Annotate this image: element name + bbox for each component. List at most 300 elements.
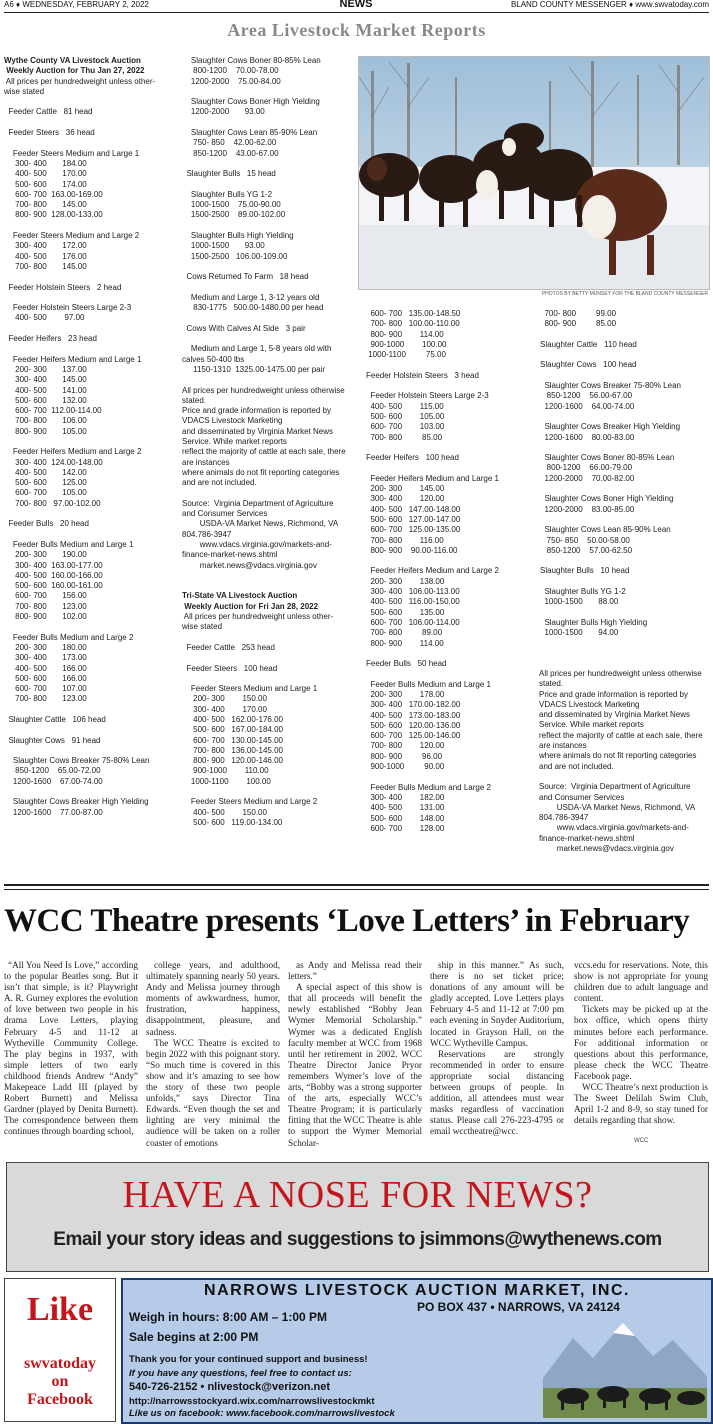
- report-line: 1200-2000 75.00-84.00: [182, 76, 281, 86]
- header-rule: [4, 12, 709, 13]
- report-line: All prices per hundredweight unless otherwise: [182, 385, 345, 395]
- report-line: Feeder Heifers Medium and Large 1: [4, 354, 142, 364]
- report-line: [182, 283, 346, 293]
- report-line: 1200-2000 93.00: [182, 107, 265, 117]
- report-line: Tri-State VA Livestock Auction: [182, 591, 298, 601]
- report-line: 800- 900 114.00: [366, 329, 444, 339]
- report-line: 500- 600 174.00: [4, 179, 87, 189]
- report-line: [182, 653, 346, 663]
- report-line: 400- 500 166.00: [4, 663, 87, 673]
- report-line: Feeder Heifers 100 head: [366, 453, 459, 463]
- report-line: 600- 700 125.00-146.00: [366, 731, 461, 741]
- article-paragraph: The WCC Theatre is excited to begin 2022 with this poignant story. “So much time is covered in this show and it’s amazing to see how the story of these two people unfolds,” says Director Tina Edwards. “Even though the set and lighting are very minimal the audience will be taken on a roller coaster of emotions: [146, 1037, 280, 1148]
- report-line: 400- 500 170.00: [4, 169, 87, 179]
- report-line: [182, 674, 346, 684]
- report-line: [4, 344, 155, 354]
- article-signature: WCC: [634, 1138, 649, 1144]
- report-line: 850-1200 57.00-62.50: [540, 545, 633, 555]
- article-paragraph: Reservations are strongly recommended in order to ensure appropriate social distancing between groups of people. In addition, all attendees must wear masks regardless of vaccination status. Please call 276-223-4795 or email wcctheatre@wcc.: [430, 1048, 564, 1137]
- report-line: 400- 500 160.00-166.00: [4, 570, 103, 580]
- like-line-1: swvatoday: [23, 1355, 96, 1372]
- report-line: Feeder Heifers Medium and Large 2: [366, 566, 499, 576]
- report-line: 1000-1100 75.00: [366, 350, 446, 360]
- report-line: 500- 600 127.00-147.00: [366, 514, 461, 524]
- report-line: 800- 900 120.00-146.00: [182, 756, 283, 766]
- report-line: [540, 608, 681, 618]
- report-line: 200- 300 190.00: [4, 550, 87, 560]
- report-line: 1000-1500 75.00-90.00: [182, 200, 281, 210]
- report-line: Feeder Cattle 81 head: [4, 107, 93, 117]
- report-line: Service. While market reports: [182, 436, 287, 446]
- report-line: Wythe County VA Livestock Auction: [4, 56, 141, 65]
- report-line: Service. While market reports: [539, 720, 644, 730]
- report-line: 300- 400 182.00: [366, 792, 445, 802]
- narrows-facebook[interactable]: Like us on facebook: www.facebook.com/narrowslivestock: [129, 1408, 395, 1419]
- report-line: [540, 443, 681, 453]
- report-column-1: [4, 56, 155, 818]
- report-line: [540, 484, 681, 494]
- report-line: 200- 300 138.00: [366, 576, 445, 586]
- report-line: USDA-VA Market News, Richmond, VA: [182, 519, 339, 529]
- report-line: 300- 400 172.00: [4, 241, 87, 251]
- article-paragraph: WCC Theatre’s next production is The Sweet Delilah Swim Club, April 1-2 and 8-9, so stay tuned for details regarding that show.: [574, 1082, 708, 1126]
- report-column-3: [366, 309, 499, 834]
- report-line: [4, 221, 155, 231]
- report-line: 800- 900 128.00-133.00: [4, 210, 103, 220]
- report-line: Feeder Holstein Steers Large 2-3: [366, 391, 489, 401]
- report-line: Slaughter Cows Boner 80-85% Lean: [182, 56, 321, 65]
- report-line: Slaughter Bulls 10 head: [540, 566, 630, 576]
- facebook-like-ad[interactable]: [4, 1278, 116, 1422]
- report-line: Feeder Heifers Medium and Large 1: [366, 473, 499, 483]
- report-line: 1000-1500 88.00: [540, 597, 619, 607]
- report-line: 400- 500 97.00: [4, 313, 85, 323]
- report-line: 200- 300 178.00: [366, 689, 445, 699]
- report-line: 800- 900 114.00: [366, 638, 444, 648]
- report-line: 400- 500 173.00-183.00: [366, 710, 461, 720]
- report-line: 800-1200 70.00-78.00: [182, 66, 279, 76]
- report-line: [366, 443, 499, 453]
- report-line: 830-1775 500.00-1480.00 per head: [182, 303, 324, 313]
- report-line: 300- 400 106.00-113.00: [366, 587, 460, 597]
- report-line: [4, 746, 155, 756]
- report-line: Feeder Bulls 50 head: [366, 659, 447, 669]
- report-line: [4, 530, 155, 540]
- report-line: 1000-1100 100.00: [182, 776, 271, 786]
- header-dateline: A6 ♦ WEDNESDAY, FEBRUARY 2, 2022: [4, 0, 149, 9]
- report-line: Slaughter Cattle 110 head: [540, 339, 637, 349]
- report-line: [4, 324, 155, 334]
- report-line: 700- 800 120.00: [366, 741, 445, 751]
- report-line: Cows With Calves At Side 3 pair: [182, 323, 306, 333]
- report-line: where animals do not fit reporting categories: [182, 467, 340, 477]
- photo-credit: PHOTOS BY BETTY MUNSEY FOR THE BLAND COUNTY MESSENGER: [541, 291, 708, 297]
- report-line: Feeder Holstein Steers 2 head: [4, 282, 122, 292]
- narrows-livestock-ad: [121, 1278, 713, 1424]
- narrows-weigh-hours: Weigh in hours: 8:00 AM – 1:00 PM: [129, 1310, 328, 1324]
- report-line: VDACS Livestock Marketing: [539, 699, 640, 709]
- report-line: 700- 800 106.00: [4, 416, 87, 426]
- report-line: 500- 600 166.00: [4, 673, 87, 683]
- report-line: 600- 700 135.00-148.50: [366, 309, 461, 318]
- news-tip-ad: [6, 1162, 709, 1272]
- report-line: [4, 509, 155, 519]
- report-line: 800- 900 85.00: [540, 319, 617, 329]
- report-line: [4, 725, 155, 735]
- report-line: [366, 669, 499, 679]
- report-line: 600- 700 106.00-114.00: [366, 617, 460, 627]
- report-line: Feeder Steers 36 head: [4, 128, 95, 138]
- report-line: market.news@vdacs.virginia.gov: [539, 844, 674, 854]
- report-line: [182, 262, 346, 272]
- report-line: [182, 581, 346, 591]
- report-line: [182, 375, 346, 385]
- report-line: finance-market-news.shtml: [182, 550, 278, 560]
- report-line: 1200-1600 77.00-87.00: [4, 807, 103, 817]
- report-line: 900-1000 100.00: [366, 339, 447, 349]
- report-line: stated.: [182, 395, 207, 405]
- report-line: [540, 577, 681, 587]
- report-line: 500- 600 148.00: [366, 813, 445, 823]
- report-line: [540, 330, 681, 340]
- report-line: 1500-2500 106.00-109.00: [182, 251, 288, 261]
- report-line: Slaughter Cows Lean 85-90% Lean: [182, 128, 318, 138]
- report-line: [4, 272, 155, 282]
- cattle-photo: [358, 56, 710, 290]
- report-line: 850-1200 56.00-67.00: [540, 391, 633, 401]
- narrows-address: PO BOX 437 • NARROWS, VA 24124: [417, 1300, 620, 1314]
- report-line: 300- 400 124.00-148.00: [4, 457, 103, 467]
- section-divider: [4, 884, 709, 886]
- report-line: 300- 400 120.00: [366, 494, 445, 504]
- report-line: 400- 500 147.00-148.00: [366, 504, 461, 514]
- report-line: and Consumer Services: [182, 509, 268, 519]
- report-line: 1200-1600 80.00-83.00: [540, 432, 635, 442]
- report-line: Feeder Steers 100 head: [182, 663, 278, 673]
- report-line: 1150-1310 1325.00-1475.00 per pair: [182, 364, 326, 374]
- report-line: 900-1000 90.00: [366, 762, 445, 772]
- report-line: Medium and Large 1, 5-8 years old with: [182, 344, 332, 354]
- report-line: 700- 800 99.00: [540, 309, 617, 318]
- report-line: Slaughter Bulls High Yielding: [540, 617, 648, 627]
- article-paragraph: “All You Need Is Love,” according to the popular Beatles song. But it isn’t that simple, is it? Playwright A. R. Gurney explores the evolution of love between two people in his drama Love Letters, playing February 4-5 and 11-12 at Wytheville Community College. The play begins in 1937, with simple letters of two early childhood friends Andrew “Andy” Makepeace Ladd III (played by Robert Burnett) and Melissa Gardner (played by Denita Burnett). The correspondence between them continues through boarding school,: [4, 960, 138, 1137]
- report-line: [4, 787, 155, 797]
- report-line: 750- 850 50.00-58.00: [540, 535, 630, 545]
- report-line: [4, 437, 155, 447]
- report-line: 700- 800 85.00: [366, 432, 443, 442]
- report-line: stated.: [539, 679, 564, 689]
- report-line: 804.786-3947: [182, 529, 232, 539]
- report-line: [540, 515, 681, 525]
- article-paragraph: Tickets may be picked up at the box office, which opens thirty minutes before each performance. For additional information or questions about this performance, please check the WCC Theatre Facebook page.: [574, 1004, 708, 1081]
- article-column-1: [4, 960, 138, 1138]
- narrows-questions: If you have any questions, feel free to contact us:: [129, 1368, 352, 1379]
- report-line: 600- 700 103.00: [366, 422, 445, 432]
- report-line: wise stated: [182, 622, 223, 632]
- report-line: and disseminated by Virginia Market News: [182, 426, 334, 436]
- news-tip-headline: HAVE A NOSE FOR NEWS?: [122, 1174, 593, 1216]
- report-line: are instances: [539, 741, 587, 751]
- report-line: 700- 800 89.00: [366, 628, 443, 638]
- article-paragraph: ship in this manner.” As such, there is no set ticket price; donations of any amount will be gladly accepted. Love Letters plays February 4-5 and 11-12 at 7:00 pm each evening in Snyder Auditorium, located in Grayson Hall, on the WCC Wytheville Campus.: [430, 960, 564, 1048]
- article-paragraph: as Andy and Melissa read their letters.”: [288, 960, 422, 982]
- report-line: 200- 300 150.00: [182, 694, 267, 704]
- report-line: and are not included.: [182, 478, 257, 488]
- report-line: [182, 313, 346, 323]
- report-line: Slaughter Bulls YG 1-2: [540, 587, 626, 597]
- page-header: [0, 0, 713, 12]
- report-line: [366, 772, 499, 782]
- report-line: 1000-1500 93.00: [182, 241, 265, 251]
- report-line: reflect the majority of cattle at each sale, there: [182, 447, 346, 457]
- report-line: 400- 500 115.00: [366, 401, 444, 411]
- report-line: and Consumer Services: [539, 792, 625, 802]
- article-headline: WCC Theatre presents ‘Love Letters’ in February: [4, 903, 690, 939]
- report-line: 1200-1600 64.00-74.00: [540, 401, 635, 411]
- report-line: 600- 700 163.00-169.00: [4, 189, 103, 199]
- report-line: Weekly Auction for Thu Jan 27, 2022: [4, 66, 145, 76]
- report-line: wise stated: [4, 86, 45, 96]
- article-column-3: [288, 960, 422, 1149]
- report-line: www.vdacs.virginia.gov/markets-and-: [539, 823, 689, 833]
- report-line: 200- 300 180.00: [4, 642, 87, 652]
- report-line: 800- 900 90.00-116.00: [366, 545, 458, 555]
- report-line: 800-1200 66.00-79.00: [540, 463, 633, 473]
- report-line: Feeder Heifers 23 head: [4, 334, 97, 344]
- section-divider-thin: [4, 889, 709, 890]
- report-line: Slaughter Cows Breaker High Yielding: [540, 422, 681, 432]
- article-paragraph: A special aspect of this show is that all proceeds will benefit the newly established “Bobby Jean Wymer Memorial Scholarship.” Wymer was a dedicated English faculty member at WCC from 1968 until her retirement in 2002. WCC Theatre Director Janice Pryor remembers Wymer’s love of the arts, “Bobby was a strong supporter of the arts, especially WCC’s Theatre Program; it is particularly fitting that the WCC Theatre is able to support the Wymer Memorial Scholar-: [288, 982, 422, 1148]
- report-line: Feeder Heifers Medium and Large 2: [4, 447, 142, 457]
- report-line: Slaughter Cattle 106 head: [4, 715, 106, 724]
- report-line: [366, 381, 499, 391]
- report-line: Slaughter Cows Breaker High Yielding: [4, 797, 149, 807]
- report-line: [366, 463, 499, 473]
- article-paragraph: vccs.edu for reservations. Note, this show is not appropriate for young children due to adult language and content.: [574, 960, 708, 1004]
- report-line: 400- 500 162.00-176.00: [182, 715, 283, 724]
- news-tip-email[interactable]: Email your story ideas and suggestions to jsimmons@wythenews.com: [53, 1229, 662, 1250]
- report-column-4: [540, 309, 681, 639]
- report-line: 600- 700 112.00-114.00: [4, 406, 102, 416]
- report-line: [182, 180, 346, 190]
- report-line: 750- 850 42.00-62.00: [182, 138, 277, 148]
- report-line: 300- 400 163.00-177.00: [4, 560, 103, 570]
- report-line: reflect the majority of cattle at each sale, there: [539, 730, 703, 740]
- report-line: Feeder Steers Medium and Large 1: [4, 148, 140, 158]
- report-line: [182, 87, 346, 97]
- report-line: 800- 900 105.00: [4, 426, 87, 436]
- report-line: Slaughter Cows Breaker 75-80% Lean: [4, 756, 150, 766]
- report-line: 500- 600 167.00-184.00: [182, 725, 283, 735]
- report-line: [182, 159, 346, 169]
- report-line: Slaughter Bulls 15 head: [182, 169, 276, 179]
- report-line: Slaughter Cows 91 head: [4, 735, 101, 745]
- report-line: [4, 622, 155, 632]
- report-line: Slaughter Cows 100 head: [540, 360, 637, 370]
- report-line: 850-1200 65.00-72.00: [4, 766, 101, 776]
- report-line: 600- 700 105.00: [4, 488, 87, 498]
- like-line-3: Facebook: [27, 1391, 93, 1408]
- report-line: Slaughter Bulls High Yielding: [182, 231, 294, 241]
- report-line: market.news@vdacs.virginia.gov: [182, 560, 317, 570]
- report-line: Feeder Cattle 253 head: [182, 642, 275, 652]
- report-line: 800- 900 96.00: [366, 751, 443, 761]
- narrows-url[interactable]: http://narrowsstockyard.wix.com/narrowslivestockmkt: [129, 1396, 375, 1407]
- narrows-sale-time: Sale begins at 2:00 PM: [129, 1330, 259, 1344]
- report-line: 700- 800 100.00-110.00: [366, 319, 460, 329]
- report-line: Feeder Steers Medium and Large 2: [4, 231, 140, 241]
- report-line: 600- 700 130.00-145.00: [182, 735, 283, 745]
- report-line: 400- 500 116.00-150.00: [366, 597, 460, 607]
- report-line: 400- 500 141.00: [4, 385, 87, 395]
- report-line: Weekly Auction for Fri Jan 28, 2022: [182, 601, 319, 611]
- report-line: 500- 600 160.00-161.00: [4, 581, 103, 591]
- report-line: www.vdacs.virginia.gov/markets-and-: [182, 539, 332, 549]
- report-line: [540, 350, 681, 360]
- report-line: 1500-2500 89.00-102.00: [182, 210, 286, 220]
- report-line: 300- 400 184.00: [4, 158, 87, 168]
- report-line: 500- 600 120.00-136.00: [366, 720, 461, 730]
- report-line: Slaughter Cows Lean 85-90% Lean: [540, 525, 671, 535]
- report-line: [4, 138, 155, 148]
- report-line: 400- 500 131.00: [366, 803, 445, 813]
- like-line-2: on: [51, 1373, 69, 1390]
- article-column-5: [574, 960, 708, 1126]
- article-column-2: [146, 960, 280, 1149]
- narrows-contact[interactable]: 540-726-2152 • nlivestock@verizon.net: [129, 1381, 331, 1393]
- report-line: USDA-VA Market News, Richmond, VA: [539, 802, 696, 812]
- article-paragraph: college years, and adulthood, ultimately spanning nearly 50 years. Andy and Melissa journey through moments of awkwardness, humor, frustration, happiness, disappointment, pleasure, and sadness.: [146, 960, 280, 1037]
- report-line: Feeder Bulls Medium and Large 1: [366, 679, 491, 689]
- report-line: 200- 300 145.00: [366, 484, 445, 494]
- report-line: Feeder Bulls Medium and Large 2: [4, 632, 134, 642]
- report-line: 200- 300 137.00: [4, 364, 87, 374]
- report-line: Feeder Holstein Steers Large 2-3: [4, 303, 132, 313]
- report-line: 500- 600 132.00: [4, 395, 87, 405]
- report-line: 700- 800 136.00-145.00: [182, 745, 283, 755]
- report-line: Medium and Large 1, 3-12 years old: [182, 292, 320, 302]
- report-line: [182, 221, 346, 231]
- report-line: [182, 633, 346, 643]
- report-line: 700- 800 145.00: [4, 200, 87, 210]
- report-line: All prices per hundredweight unless otherwise: [539, 669, 702, 678]
- report-line: 300- 400 173.00: [4, 653, 87, 663]
- report-line: Feeder Steers Medium and Large 1: [182, 684, 318, 694]
- report-line: [540, 556, 681, 566]
- report-line: 1200-2000 83.00-85.00: [540, 504, 635, 514]
- report-line: [4, 97, 155, 107]
- report-line: 804.786-3947: [539, 813, 589, 823]
- report-line: 400- 500 150.00: [182, 807, 267, 817]
- report-line: finance-market-news.shtml: [539, 833, 635, 843]
- report-line: 600- 700 128.00: [366, 823, 445, 833]
- report-line: 1200-1600 67.00-74.00: [4, 776, 103, 786]
- report-line: 700- 800 116.00: [366, 535, 444, 545]
- report-column-2: [182, 56, 346, 828]
- report-line: 700- 800 123.00: [4, 694, 87, 704]
- report-line: All prices per hundredweight unless other-: [4, 76, 156, 86]
- report-line: 500- 600 135.00: [366, 607, 445, 617]
- report-line: Feeder Bulls Medium and Large 2: [366, 782, 491, 792]
- report-line: VDACS Livestock Marketing: [182, 416, 283, 426]
- report-line: Feeder Holstein Steers 3 head: [366, 370, 479, 380]
- report-line: Slaughter Cows Boner High Yielding: [540, 494, 674, 504]
- report-line: [4, 293, 155, 303]
- report-line: 700- 800 123.00: [4, 601, 87, 611]
- report-line: 300- 400 145.00: [4, 375, 87, 385]
- report-line: Source: Virginia Department of Agriculture: [182, 498, 334, 508]
- report-line: Price and grade information is reported by: [539, 689, 688, 699]
- report-line: [540, 412, 681, 422]
- report-line: 500- 600 105.00: [366, 411, 445, 421]
- report-line: [182, 571, 346, 581]
- report-line: Feeder Steers Medium and Large 2: [182, 797, 318, 807]
- report-line: 1200-2000 70.00-82.00: [540, 473, 635, 483]
- report-line: 400- 500 176.00: [4, 251, 87, 261]
- report-line: 300- 400 170.00-182.00: [366, 700, 461, 710]
- report-line: and are not included.: [539, 761, 614, 771]
- narrows-title: NARROWS LIVESTOCK AUCTION MARKET, INC.: [204, 1282, 630, 1299]
- report-line: [4, 705, 155, 715]
- report-line: Price and grade information is reported by: [182, 406, 331, 416]
- report-line: calves 50-400 lbs: [182, 354, 245, 364]
- report-line: [540, 371, 681, 381]
- report-line: 850-1200 43.00-67.00: [182, 148, 279, 158]
- cattle-illustration: [543, 1318, 707, 1418]
- report-line: All prices per hundredweight unless other-: [182, 612, 334, 622]
- report-line: Slaughter Cows Boner 80-85% Lean: [540, 453, 675, 463]
- report-line: 500- 600 119.00-134.00: [182, 817, 283, 827]
- report-line: 500- 600 125.00: [4, 478, 87, 488]
- report-line: 600- 700 107.00: [4, 684, 87, 694]
- report-line: [182, 488, 346, 498]
- report-column-4-footer: [539, 669, 703, 854]
- report-line: 700- 800 97.00-102.00: [4, 498, 101, 508]
- report-line: 300- 400 170.00: [182, 704, 267, 714]
- report-line: 700- 800 145.00: [4, 261, 87, 271]
- report-line: [182, 787, 346, 797]
- report-line: and disseminated by Virginia Market News: [539, 710, 691, 720]
- report-line: 400- 500 142.00: [4, 467, 87, 477]
- article-column-4: [430, 960, 564, 1138]
- report-line: Slaughter Cows Breaker 75-80% Lean: [540, 381, 681, 391]
- section-title: Area Livestock Market Reports: [227, 20, 486, 40]
- report-line: [539, 772, 703, 782]
- report-line: 600- 700 156.00: [4, 591, 87, 601]
- report-line: [182, 334, 346, 344]
- header-paper: BLAND COUNTY MESSENGER ♦ www.swvatoday.com: [510, 0, 709, 9]
- report-line: Source: Virginia Department of Agriculture: [539, 782, 691, 792]
- report-line: [4, 118, 155, 128]
- report-line: Slaughter Bulls YG 1-2: [182, 189, 273, 199]
- report-line: Cows Returned To Farm 18 head: [182, 272, 309, 282]
- report-line: [366, 360, 499, 370]
- report-line: 1000-1500 94.00: [540, 628, 619, 638]
- narrows-thanks: Thank you for your continued support and business!: [129, 1354, 368, 1365]
- report-line: 900-1000 110.00: [182, 766, 269, 776]
- report-line: 600- 700 125.00-135.00: [366, 525, 461, 535]
- report-line: Slaughter Cows Boner High Yielding: [182, 97, 320, 107]
- report-line: [366, 649, 499, 659]
- header-section: NEWS: [339, 0, 373, 10]
- report-line: are instances: [182, 457, 230, 467]
- report-line: [366, 556, 499, 566]
- report-line: [182, 118, 346, 128]
- report-line: Feeder Bulls Medium and Large 1: [4, 539, 134, 549]
- report-line: where animals do not fit reporting categories: [539, 751, 697, 761]
- report-line: 800- 900 102.00: [4, 612, 87, 622]
- like-label: Like: [26, 1291, 94, 1328]
